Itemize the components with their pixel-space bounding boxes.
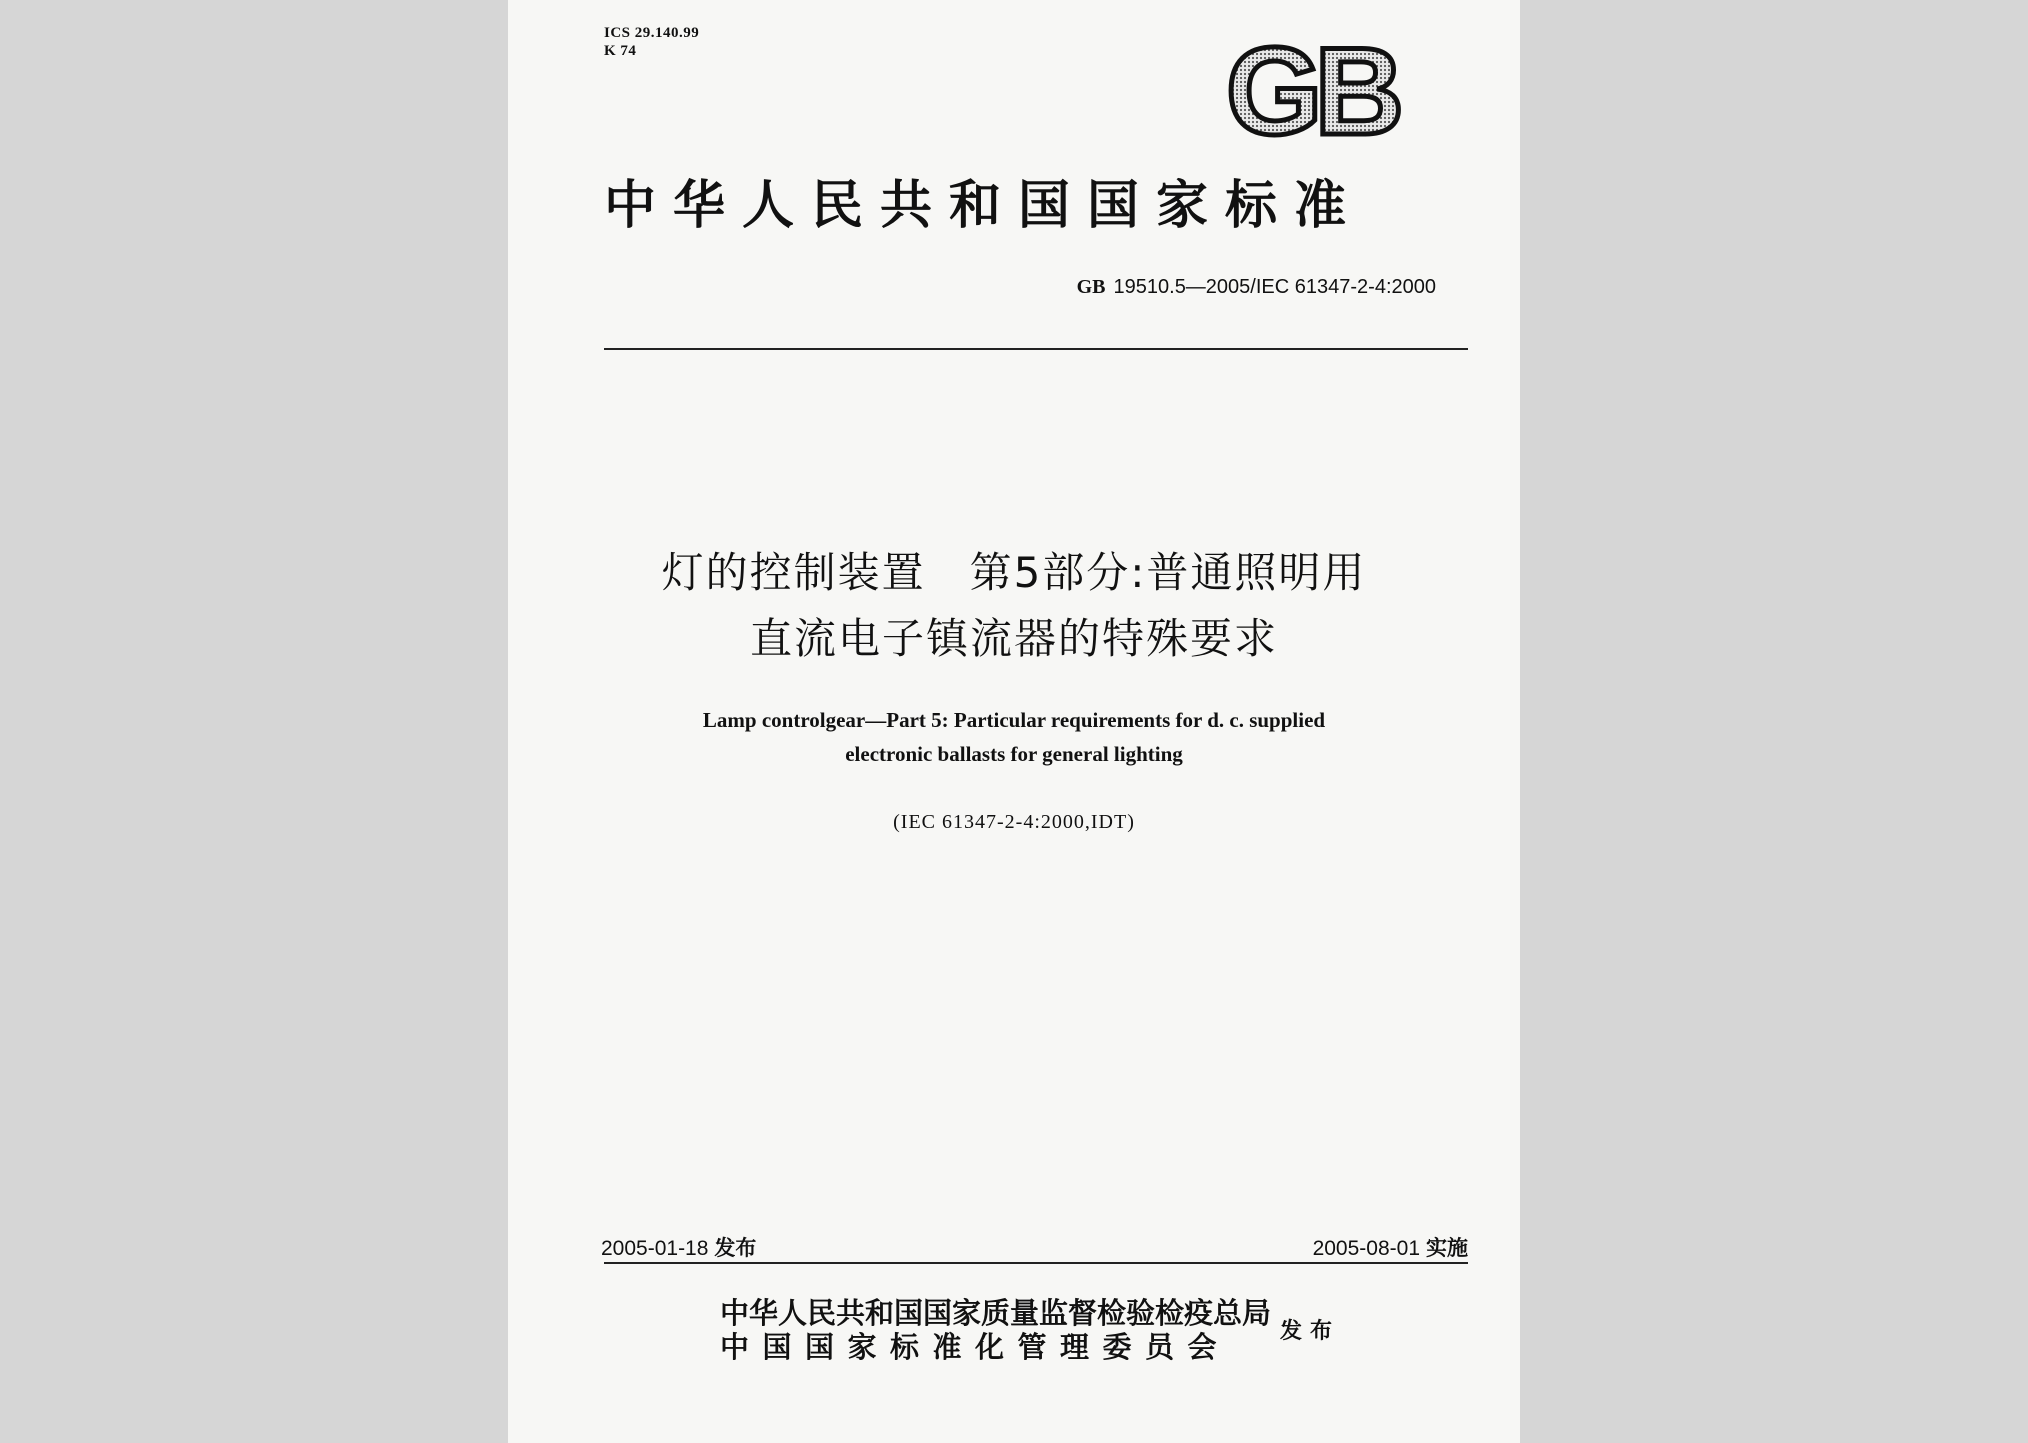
implementation-date: [1313, 1232, 1468, 1262]
gb-logo-icon: [1203, 36, 1423, 148]
issue-date: [601, 1232, 756, 1262]
implementation-date-value: 2005-08-01: [1312, 1237, 1420, 1260]
standard-code: 19510.5—2005/IEC 61347-2-4:2000: [1113, 276, 1436, 298]
implementation-date-label: 实施: [1426, 1236, 1468, 1260]
ccs-code: K 74: [604, 43, 637, 59]
national-standard-heading: 中华人民共和国国家标准: [604, 176, 1364, 236]
english-title-line-1: Lamp controlgear—Part 5: Particular requirements for d. c. supplied: [702, 708, 1326, 732]
issue-date-value: 2005-01-18: [601, 1237, 709, 1260]
standard-prefix: GB: [1076, 276, 1106, 298]
classification-codes: [604, 24, 699, 60]
english-title-line-2: electronic ballasts for general lighting: [845, 742, 1183, 766]
publish-label: 发布: [1280, 1319, 1341, 1344]
issue-date-label: 发布: [714, 1236, 757, 1260]
bottom-divider: [604, 1262, 1468, 1264]
issuer-line-1: 中华人民共和国国家质量监督检验检疫总局: [720, 1296, 1272, 1330]
document-page: [508, 0, 1520, 1443]
iec-reference: (IEC 61347-2-4:2000,IDT): [893, 811, 1135, 833]
top-divider: [604, 348, 1468, 350]
issuer-line-2: 中国国家标准化管理委员会: [720, 1330, 1231, 1364]
standard-number: [1077, 276, 1436, 299]
chinese-title-line-1: 灯的控制装置 第5部分:普通照明用: [661, 548, 1367, 597]
ics-code: ICS 29.140.99: [604, 25, 700, 41]
chinese-title-line-2: 直流电子镇流器的特殊要求: [749, 614, 1278, 663]
svg-text:GB: GB: [1226, 36, 1396, 148]
